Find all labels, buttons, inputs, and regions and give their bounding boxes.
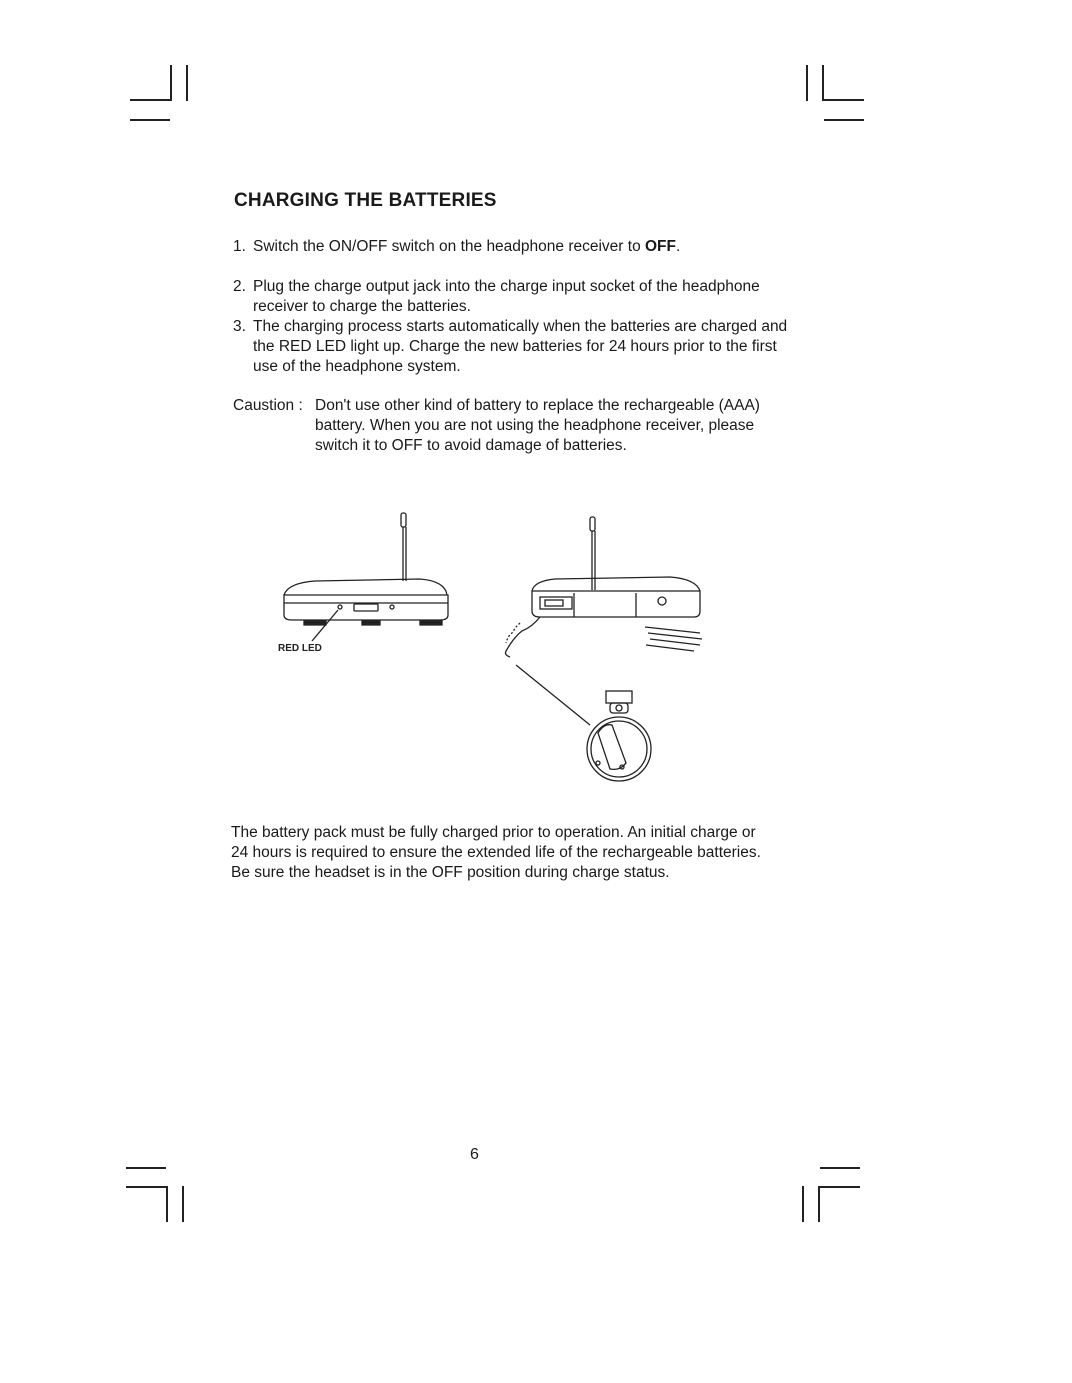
page-number: 6 <box>470 1146 479 1163</box>
headphone-receiver-charging <box>506 517 703 725</box>
crop-mark-bottom-right <box>780 1150 880 1230</box>
step-1 <box>233 237 793 257</box>
crop-mark-bottom-left <box>0 1150 200 1230</box>
closing-paragraph: The battery pack must be fully charged prior to operation. An initial charge or 24 hours is required to ensure the extended life of the rechargeable batteries. Be sure the headset is in the OFF position during charge status. <box>231 824 761 881</box>
caution-text: Don't use other kind of battery to replace the rechargeable (AAA) battery. When you are not using the headphone receiver, please switch it to OFF to avoid damage of batteries. <box>315 397 760 454</box>
red-led-label: RED LED <box>278 643 322 654</box>
step-emphasis: OFF <box>645 238 676 255</box>
red-led-indicator <box>338 605 342 609</box>
page-title: CHARGING THE BATTERIES <box>234 190 497 211</box>
step-text: Switch the ON/OFF switch on the headphone receiver to OFF. <box>253 238 681 255</box>
charging-diagram <box>270 505 740 795</box>
charging-illustration <box>270 505 740 795</box>
headphone-receiver-front <box>284 513 448 641</box>
step-number: 1. <box>233 238 246 255</box>
caution-label: Caustion : <box>233 397 303 414</box>
step-2 <box>233 277 793 317</box>
crop-mark-top-right <box>780 0 880 130</box>
step-3 <box>233 317 793 377</box>
crop-mark-top-left <box>0 0 200 130</box>
step-text: Plug the charge output jack into the charge input socket of the headphone receiver to charge the batteries. <box>253 278 760 315</box>
caution-note <box>233 396 793 456</box>
step-text: The charging process starts automatically when the batteries are charged and the RED LED light up. Charge the new batteries for 24 hours prior to the first use of the headphone system. <box>253 318 788 375</box>
step-number: 3. <box>233 318 246 335</box>
step-number: 2. <box>233 278 246 295</box>
steps-list <box>233 237 793 377</box>
headset-earpiece <box>587 691 651 781</box>
